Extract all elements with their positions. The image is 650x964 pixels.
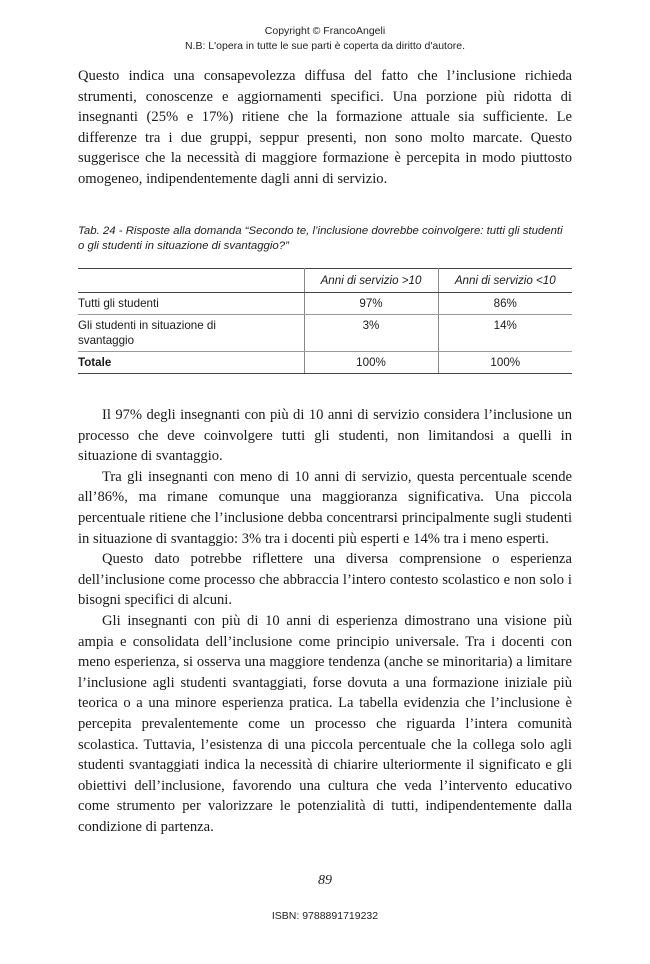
isbn: ISBN: 9788891719232	[271, 910, 379, 922]
total-label: Totale	[78, 352, 304, 374]
row-label-text: Gli studenti in situazione di svantaggio	[78, 319, 216, 347]
total-value-more-than-10: 100%	[304, 352, 438, 374]
intro-paragraph: Questo indica una consapevolezza diffusa del fatto che l’inclusione richieda strumenti, conoscenze e aggiornamenti specifici. Una porzione più ridotta di insegnanti (25% e 17%) ritiene che la formazione attuale sia sufficiente. Le differenze tra i due gruppi, seppur presenti, non sono molto marcate. Questo suggerisce che la necessità di maggiore formazione è percepita in modo piuttosto omogeneo, indipendentemente dagli anni di servizio.	[78, 68, 572, 187]
table-caption: Tab. 24 - Risposte alla domanda “Secondo te, l’inclusione dovrebbe coinvolgere: tutti gli studenti o gli studenti in situazione di svantaggio?”	[78, 225, 563, 252]
table-header-more-than-10: Anni di servizio >10	[304, 269, 438, 293]
row-value-less-than-10: 14%	[438, 315, 572, 352]
row-value-more-than-10: 3%	[304, 315, 438, 352]
table-total-row	[78, 352, 572, 374]
body-paragraph: Gli insegnanti con più di 10 anni di esperienza dimostrano una visione più ampia e consolidata dell’inclusione come principio universale. Tra i docenti con meno esperienza, si osserva una maggiore tendenza (anche se minoritaria) a limitare l’inclusione agli studenti svantaggiati, forse dovuta a una formazione iniziale più teorica o a una minore esperienza pratica. La tabella evidenzia che l’inclusione è percepita prevalentemente come un processo che riguarda l’intera comunità scolastica. Tuttavia, l’esistenza di una piccola percentuale che la collega solo agli studenti svantaggiati indica la necessità di chiarire ulteriormente il significato e gli obiettivi dell’inclusione, favorendo una cultura che veda l’intervento educativo come strumento per valorizzare le potenzialità di tutti, indipendentemente dalla condizione di partenza.	[78, 612, 572, 835]
row-label	[78, 315, 304, 352]
page-number: 89	[318, 873, 332, 888]
copyright-notice	[0, 24, 650, 54]
row-value-more-than-10: 97%	[304, 293, 438, 315]
table-header-row	[78, 269, 572, 293]
body-paragraph: Il 97% degli insegnanti con più di 10 anni di servizio considera l’inclusione un processo che deve coinvolgere tutti gli studenti, non limitandosi a quelli in situazione di svantaggio.	[78, 407, 572, 465]
copyright-notice-line: N.B: L'opera in tutte le sue parti è coperta da diritto d'autore.	[184, 40, 466, 52]
row-label: Tutti gli studenti	[78, 293, 304, 315]
body-paragraph: Tra gli insegnanti con meno di 10 anni di servizio, questa percentuale scende all’86%, ma rimane comunque una maggioranza significativa. Una piccola percentuale ritiene che l’inclusione debba concentrarsi principalmente sugli studenti in situazione di svantaggio: 3% tra i docenti più esperti e 14% tra i meno esperti.	[78, 468, 572, 547]
responses-table	[78, 268, 572, 374]
table-row	[78, 293, 572, 315]
table-header-empty	[78, 269, 304, 293]
total-value-less-than-10: 100%	[438, 352, 572, 374]
table-header-less-than-10: Anni di servizio <10	[438, 269, 572, 293]
table-row	[78, 315, 572, 352]
body-paragraph: Questo dato potrebbe riflettere una diversa comprensione o esperienza dell’inclusione come processo che abbraccia l’intero contesto scolastico e non solo i bisogni specifici di alcuni.	[78, 551, 572, 609]
body-text	[78, 405, 572, 837]
copyright-line: Copyright © FrancoAngeli	[264, 25, 386, 37]
row-value-less-than-10: 86%	[438, 293, 572, 315]
